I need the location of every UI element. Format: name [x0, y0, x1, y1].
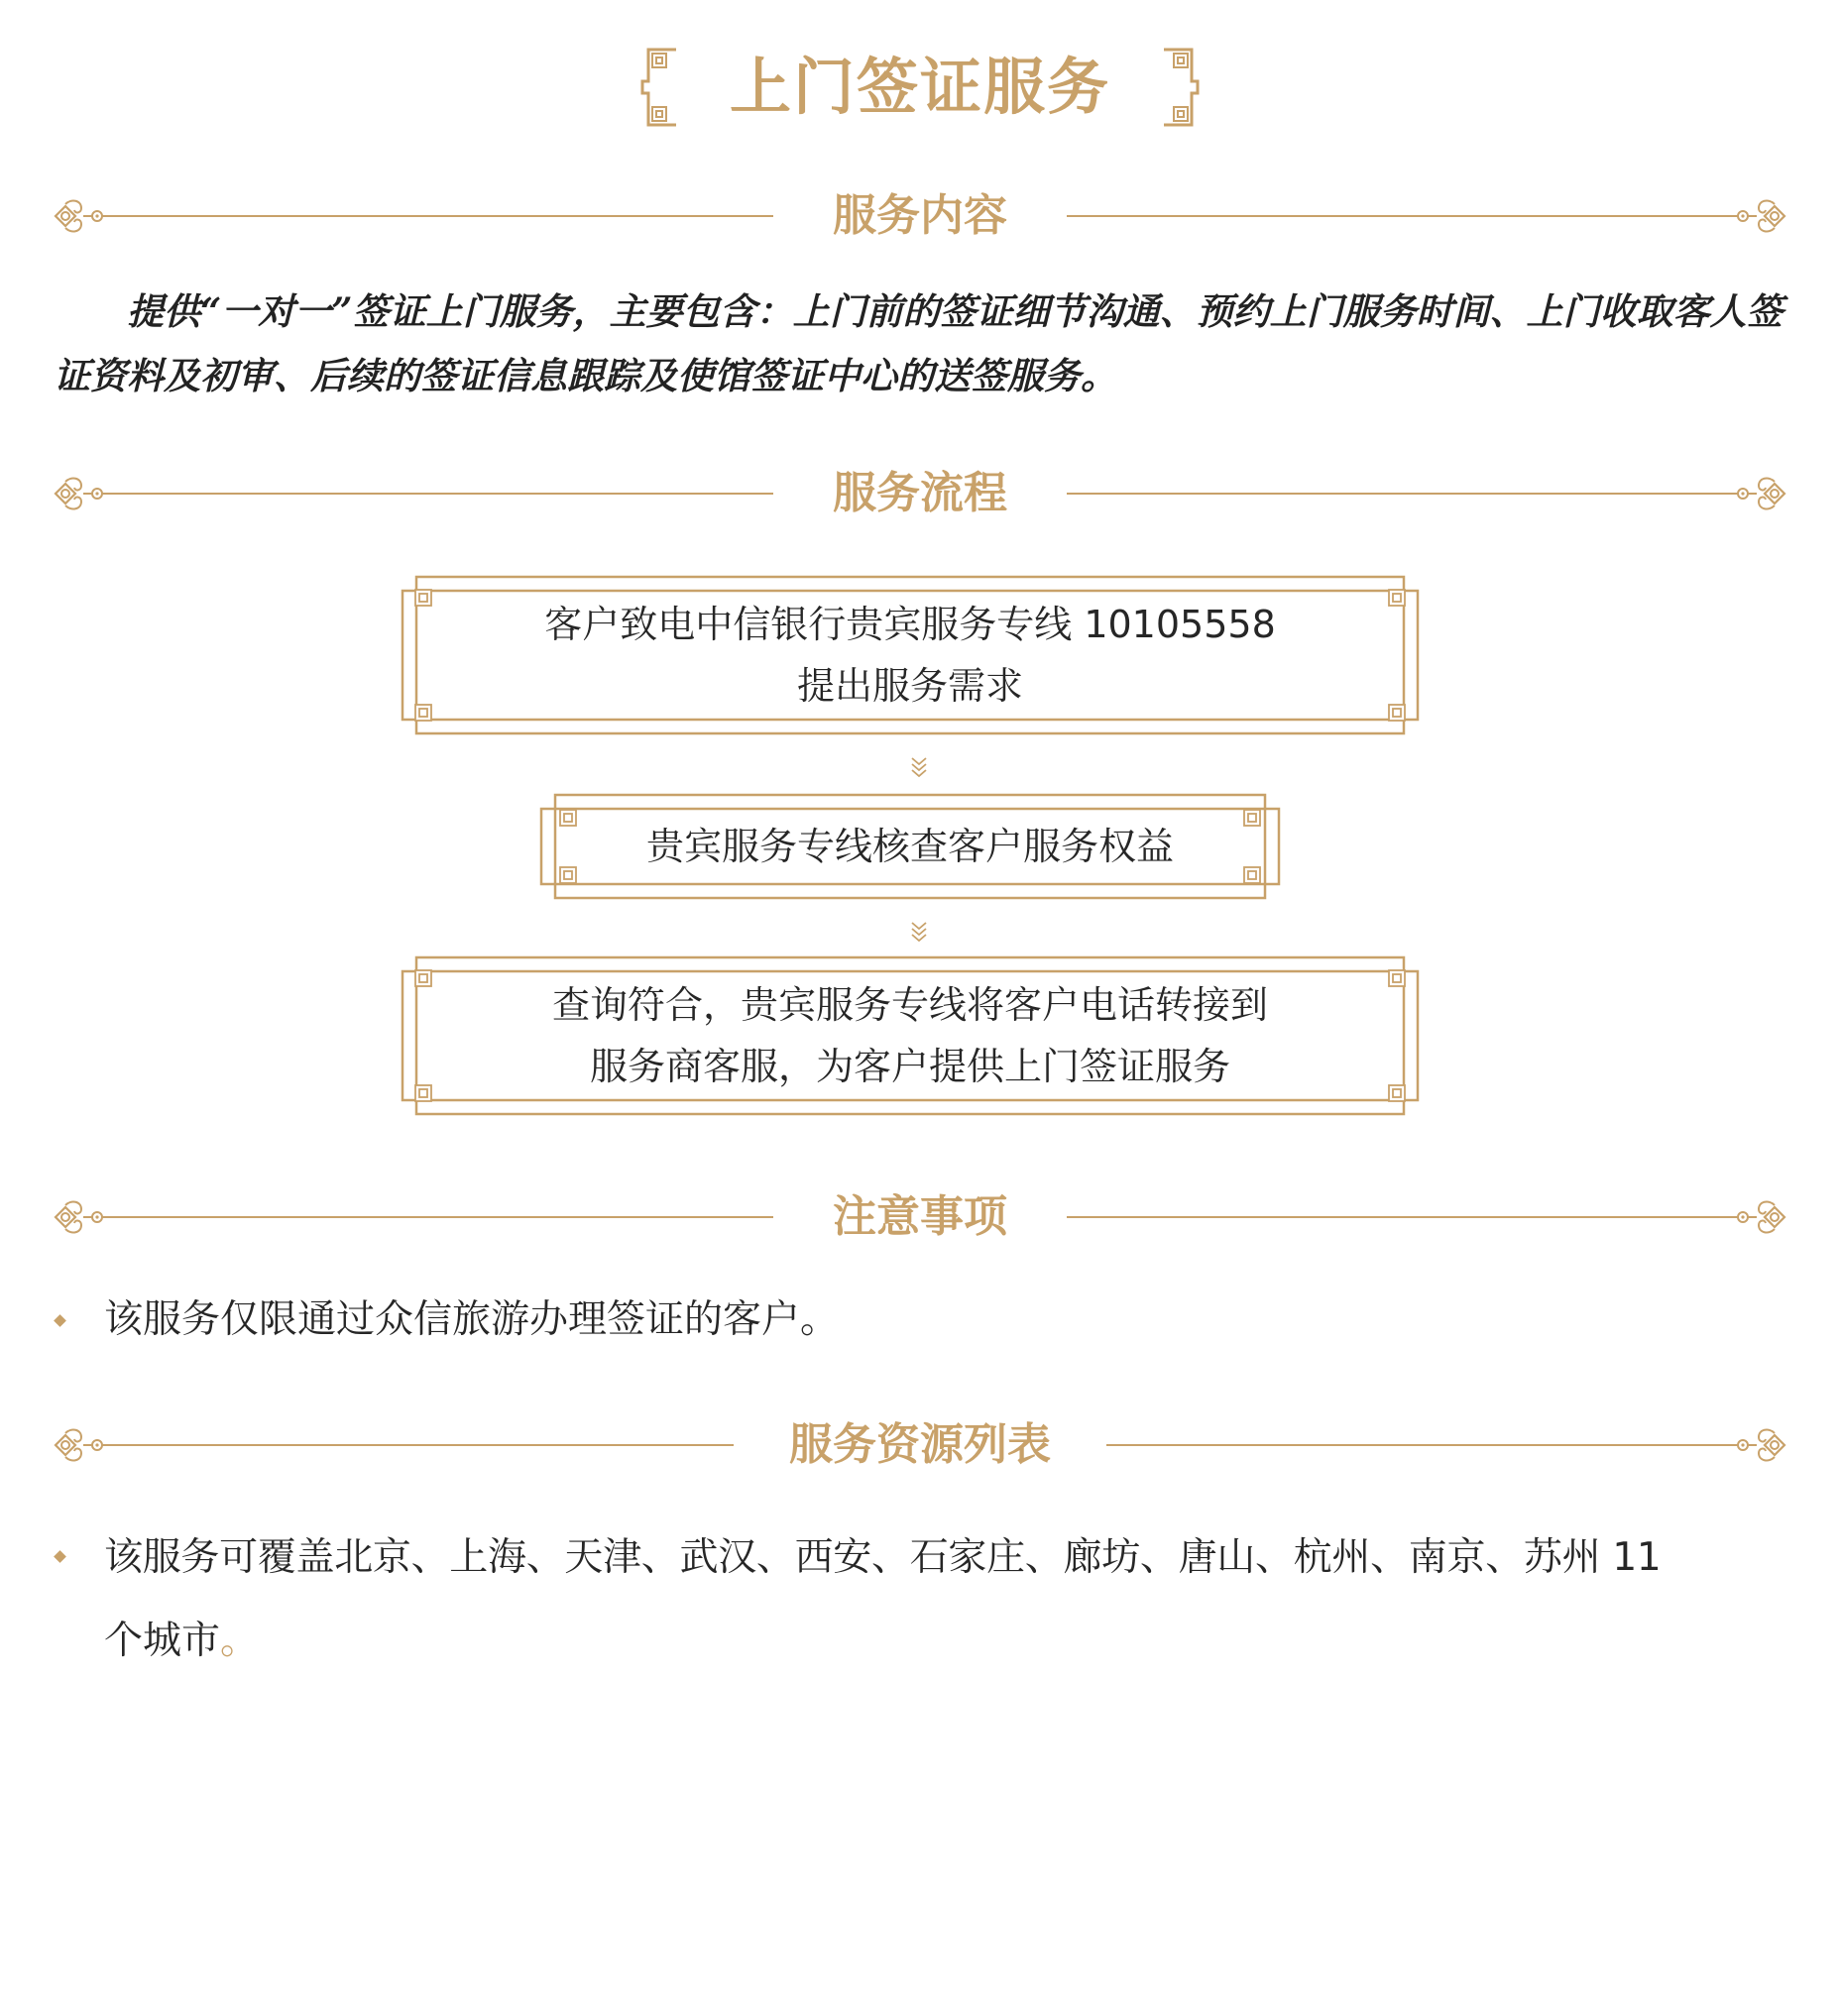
chevron-down-icon	[907, 755, 931, 777]
cloud-ornament-icon	[1731, 474, 1786, 513]
step-text: 服务商客服，为客户提供上门签证服务	[589, 1045, 1230, 1088]
step-text: 查询符合，贵宾服务专线将客户电话转接到	[551, 983, 1268, 1027]
divider-line	[1106, 1444, 1731, 1446]
bullet-icon	[54, 1314, 66, 1327]
process-step-2	[539, 793, 1281, 900]
chevron-down-icon	[907, 920, 931, 942]
step-text: 提出服务需求	[796, 664, 1023, 708]
divider-line	[1067, 215, 1731, 217]
section-header-content	[54, 186, 1786, 246]
cloud-ornament-icon	[1731, 1425, 1786, 1465]
page-header	[0, 48, 1840, 127]
list-item	[54, 1290, 1786, 1350]
section-header-resources	[54, 1415, 1786, 1475]
process-step-3	[401, 955, 1420, 1116]
resource-text: 个城市	[104, 1619, 221, 1663]
resource-period: 。	[220, 1619, 260, 1663]
section-title: 服务资源列表	[789, 1419, 1051, 1470]
section-header-notes	[54, 1187, 1786, 1247]
step-text: 贵宾服务专线核查客户服务权益	[645, 825, 1174, 868]
process-step-1	[401, 575, 1420, 735]
step-text: 客户致电中信银行贵宾服务专线 10105558	[544, 603, 1276, 646]
note-text: 该服务仅限通过众信旅游办理签证的客户。	[104, 1297, 840, 1342]
cloud-ornament-icon	[1731, 196, 1786, 236]
section-title: 服务内容	[833, 190, 1007, 241]
section-title: 注意事项	[833, 1191, 1007, 1242]
section-header-process	[54, 464, 1786, 523]
cloud-ornament-icon	[1731, 1197, 1786, 1237]
page-title: 上门签证服务	[729, 51, 1110, 123]
bullet-icon	[54, 1550, 66, 1563]
left-bracket-icon	[640, 48, 682, 127]
list-item	[54, 1516, 1786, 1685]
right-bracket-icon	[1158, 48, 1200, 127]
divider-line	[1067, 493, 1731, 495]
service-description: 提供“一对一”签证上门服务，主要包含：上门前的签证细节沟通、预约上门服务时间、上门收取客人签证资料及初审、后续的签证信息跟踪及使馆签证中心的送签服务。	[54, 289, 1783, 397]
section-title: 服务流程	[833, 468, 1007, 518]
divider-line	[1067, 1216, 1731, 1218]
resource-text: 该服务可覆盖北京、上海、天津、武汉、西安、石家庄、廊坊、唐山、杭州、南京、苏州 11	[104, 1535, 1662, 1580]
